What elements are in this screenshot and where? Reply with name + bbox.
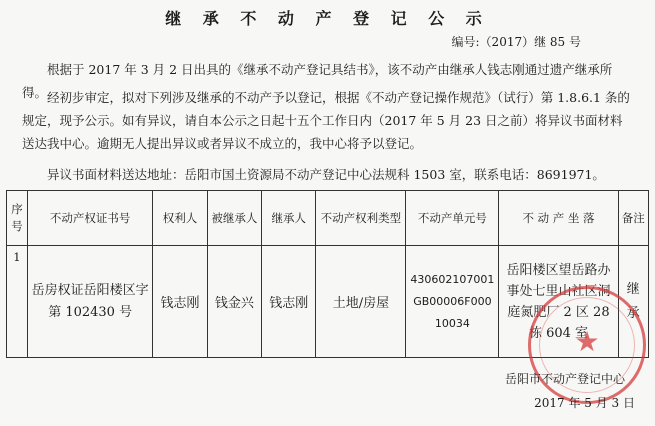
cell-heir: 钱志刚 bbox=[262, 246, 316, 358]
header-owner: 权利人 bbox=[153, 191, 207, 246]
header-type: 不动产权利类型 bbox=[316, 191, 406, 246]
paragraph-review: 经初步审定，拟对下列涉及继承的不动产予以登记，根据《不动产登记操作规范》（试行）第 1.8.6.1 条的规定，现予公示。如有异议，请自本公示之日起十五个工作日内（2017 年 5 月 23 日之前）将异议书面材料送达我中心。逾期无人提出异议或者异议不成立的，我中心将予以登记。 bbox=[22, 90, 630, 151]
header-seq: 序号 bbox=[7, 191, 28, 246]
star-icon: ★ bbox=[574, 325, 600, 358]
table-header-row bbox=[7, 191, 649, 246]
cell-note: 继承 bbox=[618, 246, 648, 358]
issuing-organization: 岳阳市不动产登记中心 bbox=[504, 372, 625, 386]
cell-cert: 岳房权证岳阳楼区字第 102430 号 bbox=[27, 246, 152, 358]
header-note: 备注 bbox=[618, 191, 648, 246]
document-number: 编号:（2017）继 85 号 bbox=[451, 35, 581, 49]
cell-seq: 1 bbox=[7, 246, 28, 358]
paragraph-basis: 根据于 2017 年 3 月 2 日出具的《继承不动产登记具结书》，该不动产由继承人钱志刚通过遗产继承所得。 bbox=[22, 62, 613, 100]
header-heir: 继承人 bbox=[262, 191, 316, 246]
issue-date: 2017 年 5 月 3 日 bbox=[534, 396, 635, 410]
cell-type: 土地/房屋 bbox=[316, 246, 406, 358]
cell-owner: 钱志刚 bbox=[153, 246, 207, 358]
header-cert: 不动产权证书号 bbox=[27, 191, 152, 246]
header-location: 不 动 产 坐 落 bbox=[499, 191, 618, 246]
cell-decedent: 钱金兴 bbox=[207, 246, 261, 358]
header-decedent: 被继承人 bbox=[207, 191, 261, 246]
notice-title: 继 承 不 动 产 登 记 公 示 bbox=[165, 9, 490, 28]
header-unit: 不动产单元号 bbox=[406, 191, 499, 246]
cell-unit: 430602107001 GB00006F000 10034 bbox=[406, 246, 499, 358]
paragraph-address: 异议书面材料送达地址：岳阳市国土资源局不动产登记中心法规科 1503 室，联系电话：8691971。 bbox=[47, 167, 605, 182]
cell-location: 岳阳楼区望岳路办事处七里山社区洞庭氮肥厂 2 区 28 栋 604 室 bbox=[499, 246, 618, 358]
